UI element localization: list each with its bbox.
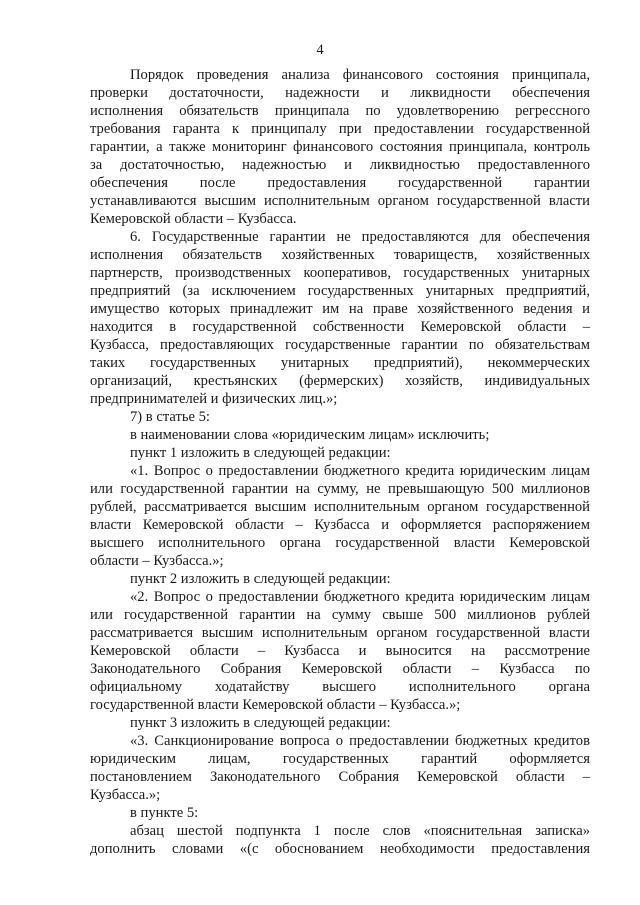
text-line: власти Кемеровской области – Кузбасса и оформляется распоряжением — [90, 517, 590, 533]
text-line: находится в государственной собственности Кемеровской области – — [90, 319, 590, 335]
text-line: за достаточностью, надежностью и ликвидностью предоставленного — [90, 157, 590, 173]
text-line: рассматривается высшим исполнительным органом государственной власти — [90, 625, 590, 641]
text-line: абзац шестой подпункта 1 после слов «пояснительная записка» — [130, 823, 590, 839]
text-line: организаций, крестьянских (фермерских) хозяйств, индивидуальных — [90, 373, 590, 389]
text-line: «1. Вопрос о предоставлении бюджетного кредита юридическим лицам — [130, 463, 590, 479]
text-line: рублей, рассматривается высшим исполнительным органом государственной — [90, 499, 590, 515]
text-line: области – Кузбасса.»; — [90, 553, 224, 569]
text-line: или государственной гарантии на сумму, не превышающую 500 миллионов — [90, 481, 590, 497]
text-line: «2. Вопрос о предоставлении бюджетного кредита юридическим лицам — [130, 589, 590, 605]
text-line: устанавливаются высшим исполнительным органом государственной власти — [90, 193, 590, 209]
text-line: партнерств, производственных кооперативов, государственных унитарных — [90, 265, 590, 281]
text-line: в наименовании слова «юридическим лицам» исключить; — [130, 427, 490, 443]
text-line: требования гаранта к принципалу при предоставлении государственной — [90, 121, 590, 137]
text-line: пункт 3 изложить в следующей редакции: — [130, 715, 391, 731]
text-line: постановлением Законодательного Собрания Кемеровской области – — [90, 769, 590, 785]
text-line: исполнения обязательств хозяйственных товариществ, хозяйственных — [90, 247, 590, 263]
text-line: таких государственных унитарных предприятий), некоммерческих — [90, 355, 590, 371]
text-line: юридическим лицам, государственных гарантий оформляется — [90, 751, 590, 767]
text-line: гарантии, а также мониторинг финансового состояния принципала, контроль — [90, 139, 590, 155]
text-line: официальному ходатайству высшего исполнительного органа — [90, 679, 590, 695]
text-line: обеспечения после предоставления государственной гарантии — [90, 175, 590, 191]
text-line: 7) в статье 5: — [130, 409, 210, 425]
text-line: пункт 2 изложить в следующей редакции: — [130, 571, 391, 587]
text-line: проверки достаточности, надежности и ликвидности обеспечения — [90, 85, 590, 101]
text-line: исполнения обязательств принципала по удовлетворению регрессного — [90, 103, 590, 119]
text-line: «3. Санкционирование вопроса о предоставлении бюджетных кредитов — [130, 733, 590, 749]
document-body — [90, 66, 590, 858]
text-line: Кемеровской области – Кузбасса. — [90, 211, 297, 227]
text-line: 6. Государственные гарантии не предоставляются для обеспечения — [130, 229, 590, 245]
text-line: высшего исполнительного органа государственной власти Кемеровской — [90, 535, 590, 551]
text-line: Законодательного Собрания Кемеровской области – Кузбасса по — [90, 661, 590, 677]
page-number: 4 — [316, 42, 324, 58]
text-line: в пункте 5: — [130, 805, 199, 821]
text-line: государственной власти Кемеровской области – Кузбасса.»; — [90, 697, 461, 713]
text-line: имущество которых принадлежит им на праве хозяйственного ведения и — [90, 301, 590, 317]
text-line: Кузбасса, предоставляющих государственные гарантии по обязательствам — [90, 337, 590, 353]
text-line: Кемеровской области – Кузбасса и выносится на рассмотрение — [90, 643, 590, 659]
text-line: Порядок проведения анализа финансового состояния принципала, — [130, 67, 590, 83]
text-line: Кузбасса.»; — [90, 787, 161, 803]
text-line: предприятий (за исключением государственных унитарных предприятий, — [90, 283, 590, 299]
text-line: дополнить словами «(с обоснованием необходимости предоставления — [90, 841, 590, 857]
text-line: или государственной гарантии на сумму свыше 500 миллионов рублей — [90, 607, 590, 623]
text-line: предпринимателей и физических лиц.»; — [90, 391, 338, 407]
text-line: пункт 1 изложить в следующей редакции: — [130, 445, 391, 461]
